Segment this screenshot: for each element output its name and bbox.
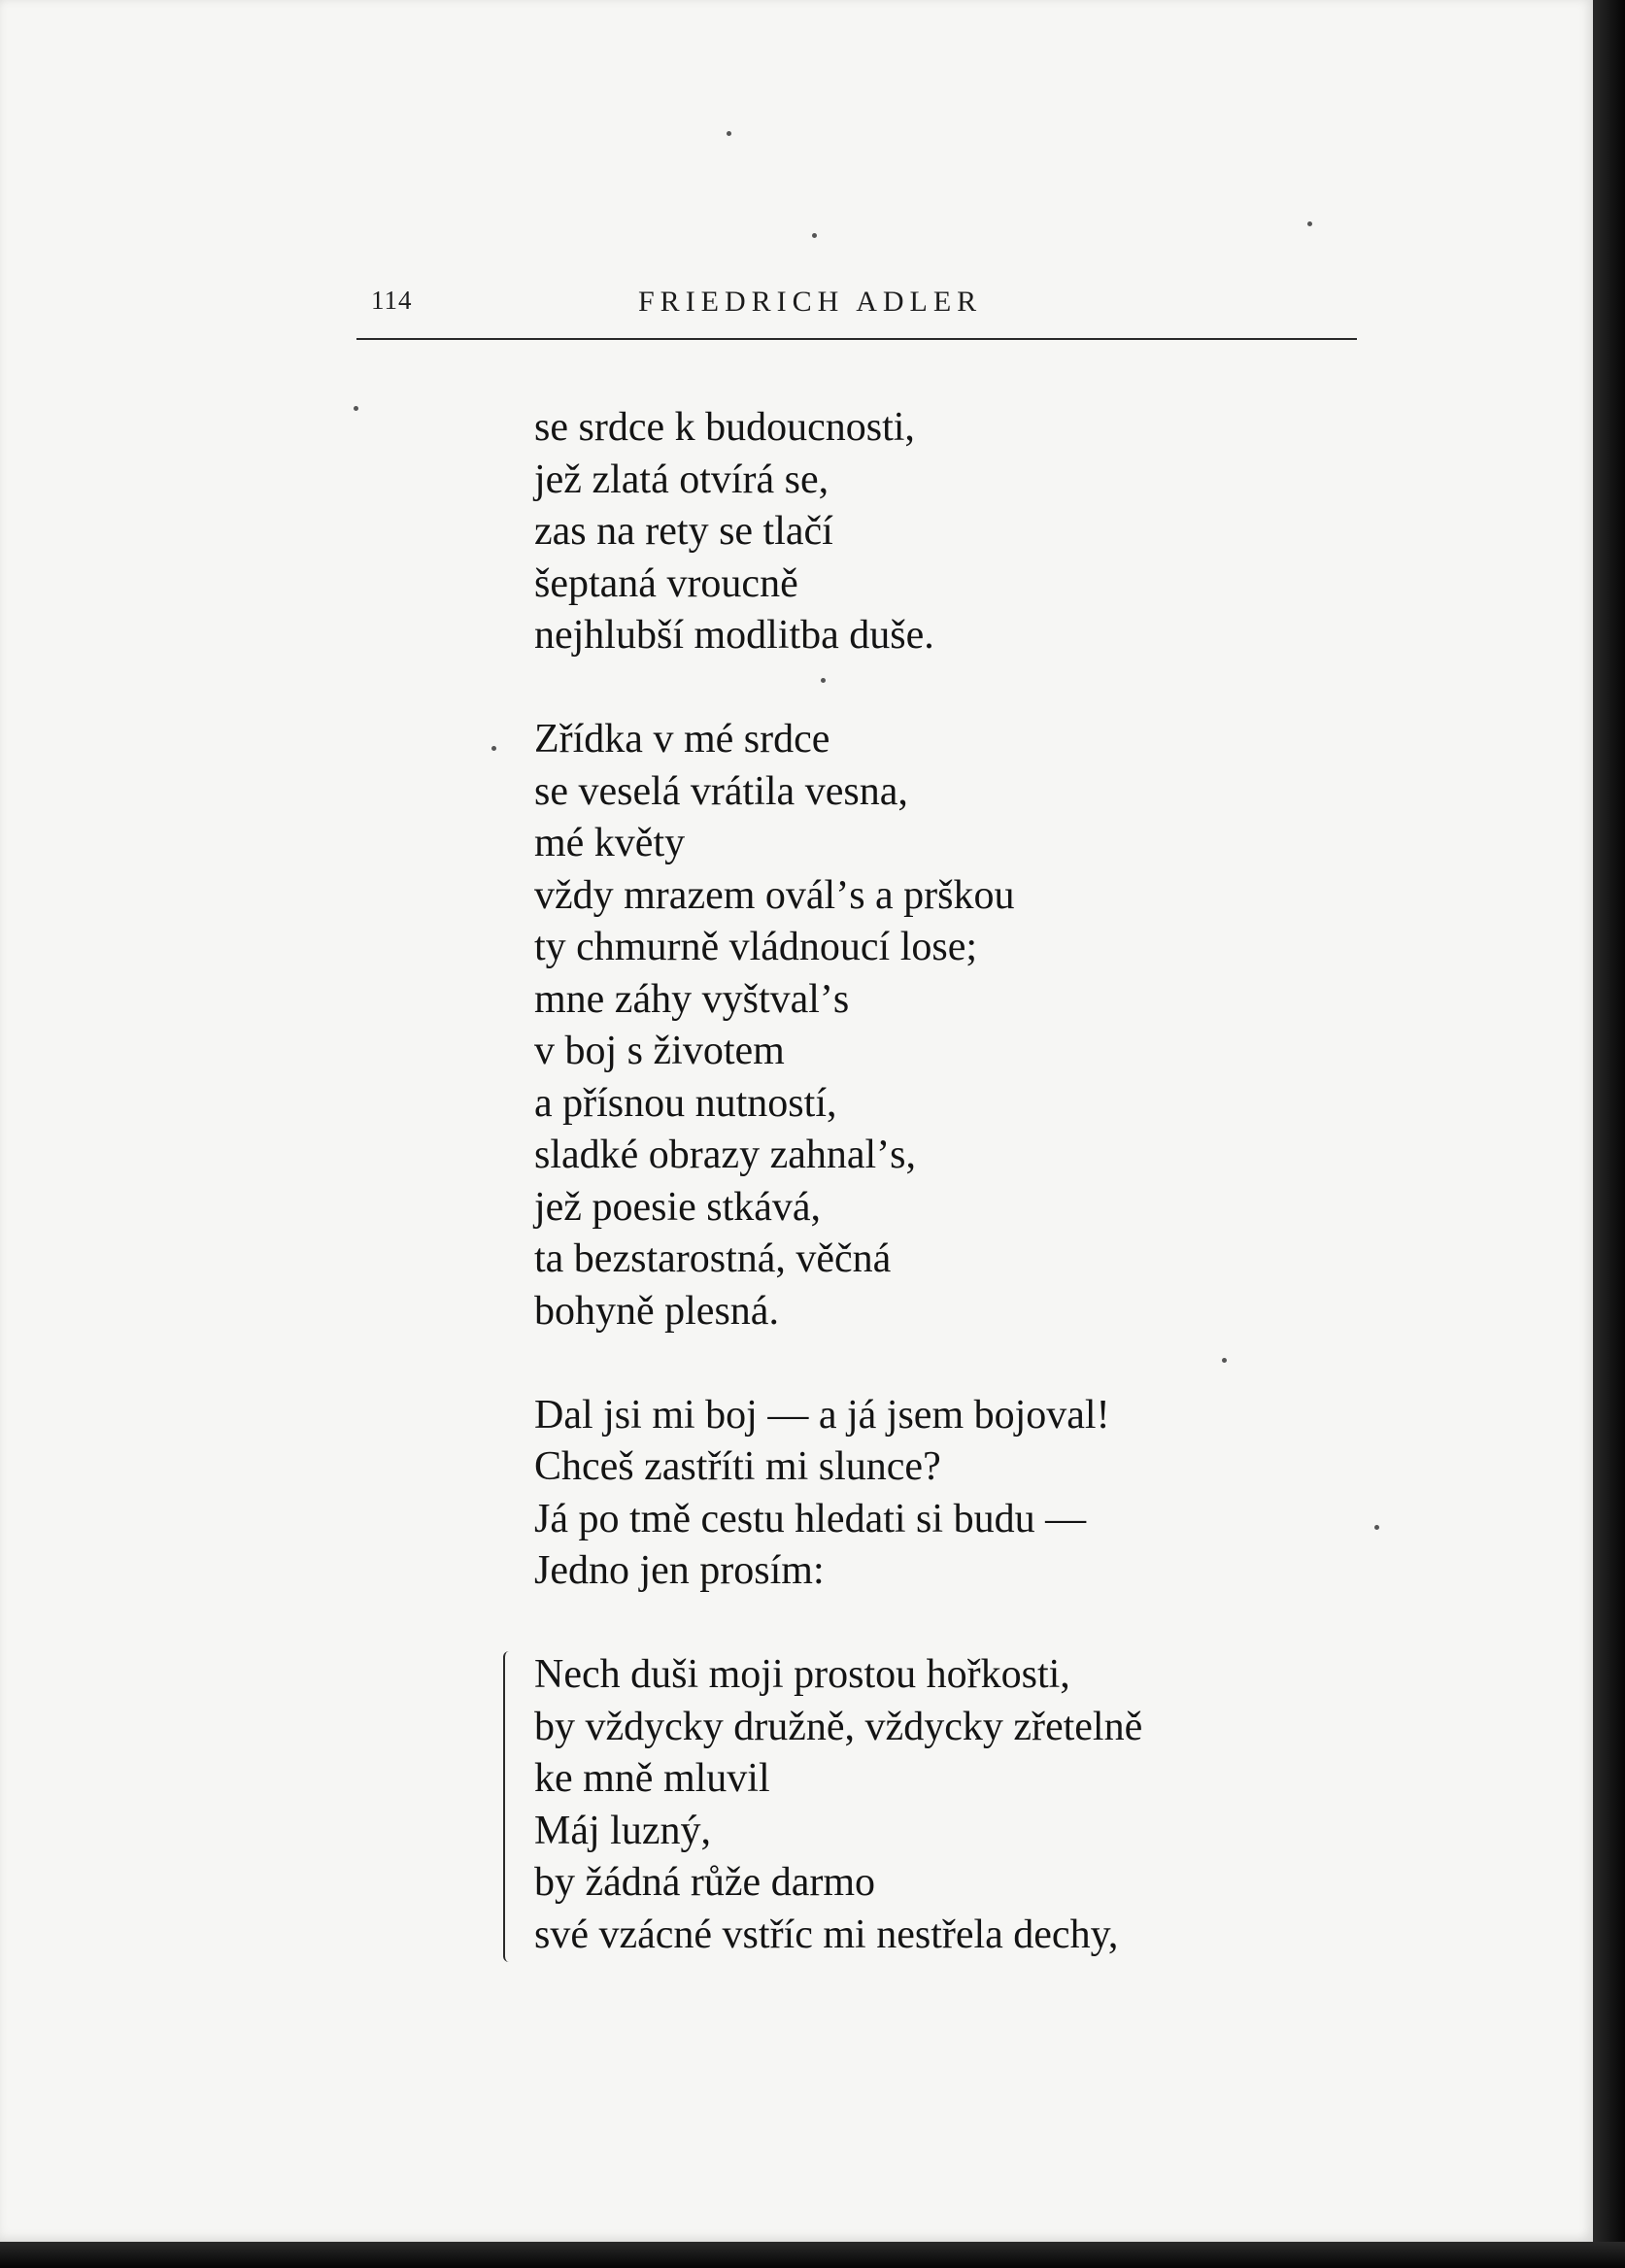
stanza-3: [534, 1390, 1311, 1598]
page-edge-bottom: [0, 2242, 1625, 2268]
verse-line: sladké obrazy zahnalʼs,: [534, 1133, 916, 1177]
poem-body: [534, 402, 1311, 2014]
page-header: [356, 286, 1357, 324]
verse-line: nejhlubší modlitba duše.: [534, 613, 934, 658]
verse-line: by žádná růže darmo: [534, 1860, 875, 1905]
verse-line: ke mně mluvil: [534, 1756, 770, 1801]
verse-line: ta bezstarostná, věčná: [534, 1236, 892, 1281]
header-rule: [356, 338, 1357, 340]
paper-speck: [1307, 221, 1312, 226]
verse-line: ty chmurně vládnoucí lose;: [534, 925, 978, 969]
verse-line: mne záhy vyštvalʼs: [534, 976, 850, 1022]
paper-speck: [812, 233, 817, 238]
stanza-4: [534, 1649, 1311, 1961]
page-number: 114: [371, 286, 413, 315]
verse-line: vždy mrazem oválʼs a prškou: [534, 872, 1015, 918]
verse-line: jež zlatá otvírá se,: [534, 457, 829, 502]
running-title: FRIEDRICH ADLER: [638, 286, 983, 318]
paper-speck: [1374, 1525, 1379, 1530]
verse-line: Nech duši moji prostou hořkosti,: [534, 1652, 1070, 1697]
paper-speck: [354, 406, 358, 411]
paper-speck: [727, 131, 731, 136]
verse-line: bohyně plesná.: [534, 1288, 779, 1334]
page-edge-right: [1593, 0, 1625, 2268]
verse-line: se srdce k budoucnosti,: [534, 405, 915, 450]
verse-line: Já po tmě cestu hledati si budu —: [534, 1496, 1087, 1541]
paper-speck: [821, 678, 826, 683]
verse-line: šeptaná vroucně: [534, 560, 798, 606]
verse-line: své vzácné vstříc mi nestřela dechy,: [534, 1912, 1119, 1957]
verse-line: Jedno jen prosím:: [534, 1548, 825, 1593]
verse-line: v boj s životem: [534, 1029, 785, 1073]
verse-line: mé květy: [534, 821, 686, 865]
verse-line: zas na rety se tlačí: [534, 509, 833, 554]
verse-line: Chceš zastříti mi slunce?: [534, 1444, 941, 1489]
stanza-1: [534, 402, 1311, 662]
verse-line: se veselá vrátila vesna,: [534, 768, 908, 814]
paper-speck: [1222, 1358, 1227, 1363]
verse-line: jež poesie stkává,: [534, 1184, 822, 1230]
verse-line: Dal jsi mi boj — a já jsem bojoval!: [534, 1392, 1110, 1438]
verse-line: Zřídka v mé srdce: [534, 717, 830, 762]
margin-bracket-mark: [503, 1651, 513, 1962]
stanza-2: [534, 714, 1311, 1337]
verse-line: a přísnou nutností,: [534, 1080, 837, 1126]
verse-line: Máj luzný,: [534, 1808, 711, 1853]
verse-line: by vždycky družně, vždycky zřetelně: [534, 1704, 1143, 1749]
paper-speck: [491, 746, 496, 751]
